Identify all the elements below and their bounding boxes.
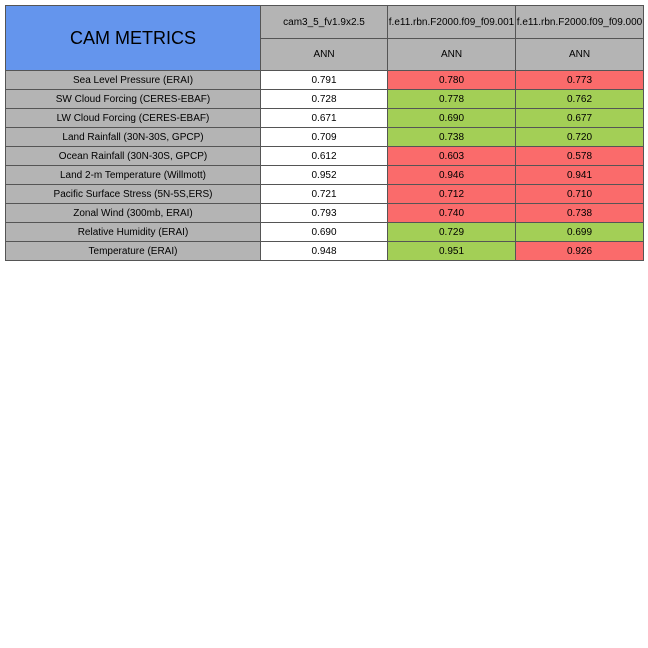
metric-value-cell: 0.738 bbox=[516, 204, 644, 223]
table-row bbox=[6, 90, 644, 109]
metric-value-cell: 0.712 bbox=[388, 185, 516, 204]
metric-value-cell: 0.710 bbox=[516, 185, 644, 204]
metric-value-cell: 0.721 bbox=[261, 185, 388, 204]
metrics-body bbox=[6, 71, 644, 261]
table-row bbox=[6, 242, 644, 261]
metric-value-cell: 0.778 bbox=[388, 90, 516, 109]
metric-value-cell: 0.728 bbox=[261, 90, 388, 109]
metric-value-cell: 0.780 bbox=[388, 71, 516, 90]
metric-name-cell: Land 2-m Temperature (Willmott) bbox=[6, 166, 261, 185]
metric-value-cell: 0.951 bbox=[388, 242, 516, 261]
metric-name-cell: Relative Humidity (ERAI) bbox=[6, 223, 261, 242]
metric-value-cell: 0.603 bbox=[388, 147, 516, 166]
season-header-3: ANN bbox=[516, 39, 644, 71]
metric-value-cell: 0.948 bbox=[261, 242, 388, 261]
metric-name-cell: Temperature (ERAI) bbox=[6, 242, 261, 261]
metric-value-cell: 0.690 bbox=[388, 109, 516, 128]
case-header-row bbox=[6, 6, 644, 39]
metric-name-cell: Sea Level Pressure (ERAI) bbox=[6, 71, 261, 90]
metric-value-cell: 0.773 bbox=[516, 71, 644, 90]
metric-value-cell: 0.740 bbox=[388, 204, 516, 223]
metric-name-cell: Land Rainfall (30N-30S, GPCP) bbox=[6, 128, 261, 147]
metric-value-cell: 0.762 bbox=[516, 90, 644, 109]
case-header-3 bbox=[516, 6, 644, 39]
metric-value-cell: 0.578 bbox=[516, 147, 644, 166]
metric-value-cell: 0.793 bbox=[261, 204, 388, 223]
table-row bbox=[6, 166, 644, 185]
metric-value-cell: 0.709 bbox=[261, 128, 388, 147]
season-header-2: ANN bbox=[388, 39, 516, 71]
table-row bbox=[6, 223, 644, 242]
table-row bbox=[6, 147, 644, 166]
metric-name-cell: LW Cloud Forcing (CERES-EBAF) bbox=[6, 109, 261, 128]
metric-value-cell: 0.677 bbox=[516, 109, 644, 128]
metric-value-cell: 0.952 bbox=[261, 166, 388, 185]
case-header-1 bbox=[261, 6, 388, 39]
metric-name-cell: Zonal Wind (300mb, ERAI) bbox=[6, 204, 261, 223]
metric-name-cell: Pacific Surface Stress (5N-5S,ERS) bbox=[6, 185, 261, 204]
metric-value-cell: 0.729 bbox=[388, 223, 516, 242]
table-row bbox=[6, 109, 644, 128]
table-row bbox=[6, 185, 644, 204]
metric-value-cell: 0.720 bbox=[516, 128, 644, 147]
table-title: CAM METRICS bbox=[6, 6, 261, 71]
metric-value-cell: 0.926 bbox=[516, 242, 644, 261]
metric-name-cell: SW Cloud Forcing (CERES-EBAF) bbox=[6, 90, 261, 109]
metric-value-cell: 0.699 bbox=[516, 223, 644, 242]
metric-name-cell: Ocean Rainfall (30N-30S, GPCP) bbox=[6, 147, 261, 166]
metric-value-cell: 0.941 bbox=[516, 166, 644, 185]
cam-metrics-table bbox=[5, 5, 644, 261]
metric-value-cell: 0.791 bbox=[261, 71, 388, 90]
season-header-1: ANN bbox=[261, 39, 388, 71]
metric-value-cell: 0.612 bbox=[261, 147, 388, 166]
case-name-2: f.e11.rbn.F2000.f09_f09.001 bbox=[388, 16, 515, 28]
metric-value-cell: 0.946 bbox=[388, 166, 516, 185]
metric-value-cell: 0.671 bbox=[261, 109, 388, 128]
table-row bbox=[6, 128, 644, 147]
metric-value-cell: 0.690 bbox=[261, 223, 388, 242]
case-name-3: f.e11.rbn.F2000.f09_f09.000 bbox=[516, 16, 643, 28]
case-header-2 bbox=[388, 6, 516, 39]
table-row bbox=[6, 204, 644, 223]
case-name-1: cam3_5_fv1.9x2.5 bbox=[283, 16, 365, 28]
metric-value-cell: 0.738 bbox=[388, 128, 516, 147]
table-row bbox=[6, 71, 644, 90]
